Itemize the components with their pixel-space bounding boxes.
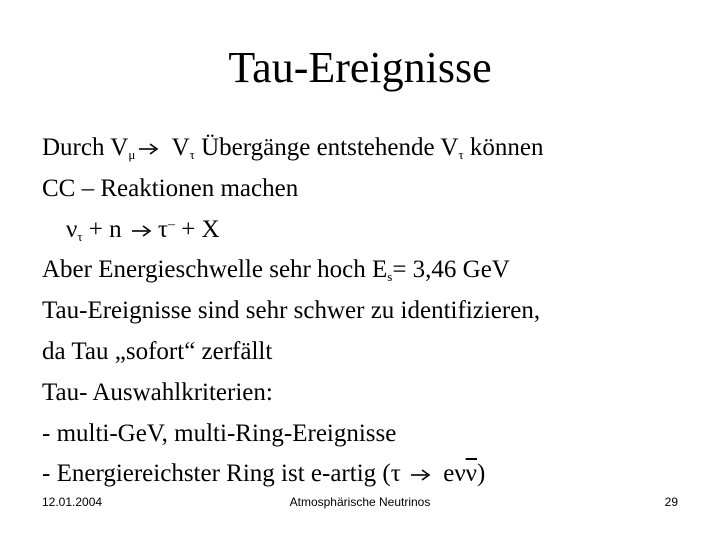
subscript-tau: τ (458, 147, 464, 162)
bullet-line-6: da Tau „sofort“ zerfällt (42, 337, 273, 365)
bullet-line-8: - multi-GeV, multi-Ring-Ereignisse (42, 419, 397, 447)
text: können (463, 134, 544, 161)
subscript-tau: τ (77, 228, 83, 244)
text: eν (437, 460, 466, 488)
text: Durch V (42, 134, 129, 161)
subscript-s: s (387, 269, 393, 285)
footer-date: 12.01.2004 (42, 495, 103, 509)
bullet-line-9 (42, 454, 702, 495)
right-arrow-icon (410, 468, 432, 482)
superscript-minus: – (167, 216, 175, 232)
text: + X (174, 215, 220, 243)
text: + n (82, 215, 128, 243)
page-number: 29 (664, 495, 678, 509)
text: Übergänge entstehende V (194, 134, 459, 161)
bullet-line-7: Tau- Auswahlkriterien: (42, 378, 273, 406)
text: Aber Energieschwelle sehr hoch E (42, 256, 388, 284)
slide-body (42, 128, 702, 495)
reaction-line (42, 210, 702, 251)
text: = 3,46 GeV (392, 256, 510, 284)
nu-symbol: ν (66, 215, 78, 243)
bullet-line-1 (42, 128, 702, 169)
tau-symbol: τ (157, 215, 168, 243)
right-arrow-icon (138, 142, 160, 156)
footer-title: Atmosphärische Neutrinos (289, 495, 431, 509)
bullet-line-4 (42, 250, 702, 291)
nu-bar-symbol: $\overline{\nu}$ (465, 460, 477, 488)
bullet-line-2: CC – Reaktionen machen (42, 174, 299, 202)
subscript-mu: μ (128, 147, 136, 162)
subscript-tau: τ (189, 147, 195, 162)
text: V (165, 134, 190, 161)
bullet-line-5: Tau-Ereignisse sind sehr schwer zu identifizieren, (42, 297, 541, 325)
text: ) (476, 460, 486, 488)
text: - Energiereichster Ring ist e-artig (τ (42, 460, 408, 488)
slide-title: Tau-Ereignisse (228, 43, 492, 92)
right-arrow-icon (131, 224, 153, 238)
